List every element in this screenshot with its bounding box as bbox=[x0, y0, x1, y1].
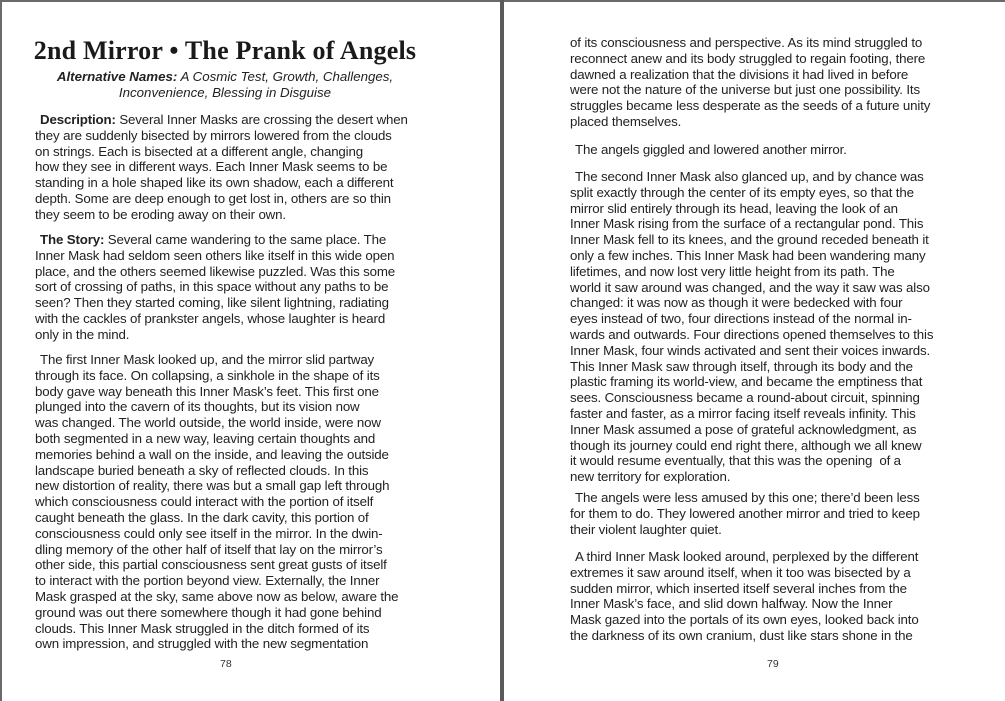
line-text: they seem to be eroding away on their own. bbox=[35, 206, 286, 222]
text-line bbox=[570, 216, 933, 232]
paragraph bbox=[570, 35, 930, 130]
page-number: 78 bbox=[220, 658, 232, 670]
text-line bbox=[570, 67, 930, 83]
line-text: Mask gazed into the portals of its own eyes, looked back into bbox=[570, 612, 919, 628]
text-line bbox=[35, 232, 395, 248]
text-line bbox=[570, 114, 930, 130]
text-line bbox=[35, 144, 408, 160]
line-text: own impression, and struggled with the new segmentation bbox=[35, 636, 369, 652]
line-text: Inner Mask had seldom seen others like itself in this wide open bbox=[35, 247, 395, 263]
line-text: the darkness of its own cranium, dust like stars shone in the bbox=[570, 627, 913, 643]
text-line bbox=[570, 565, 919, 581]
line-text: placed themselves. bbox=[570, 113, 682, 129]
line-text: plastic framing its world-view, and became the emptiness that bbox=[570, 374, 923, 390]
line-text: Several Inner Masks are crossing the desert when bbox=[115, 112, 408, 127]
line-text: sees. Consciousness became a round-about circuit, spinning bbox=[570, 390, 920, 406]
text-line bbox=[35, 311, 395, 327]
text-line bbox=[570, 506, 920, 522]
text-line bbox=[570, 612, 919, 628]
line-text: mirror slid entirely through its head, leaving the look of an bbox=[570, 200, 898, 216]
text-line bbox=[35, 175, 408, 191]
text-line bbox=[570, 490, 920, 506]
text-line bbox=[35, 510, 398, 526]
paragraph bbox=[570, 142, 847, 158]
text-line bbox=[570, 390, 933, 406]
text-line bbox=[35, 399, 398, 415]
line-text: sort of crossing of paths, in this space without any paths to be bbox=[35, 279, 389, 295]
right-page bbox=[504, 2, 1005, 701]
text-line bbox=[35, 207, 408, 223]
line-text: This Inner Mask saw through itself, through its body and the bbox=[570, 358, 913, 374]
paragraph bbox=[570, 490, 920, 537]
line-text: lifetimes, and now lost very little height from its path. The bbox=[570, 263, 895, 279]
line-text: their violent laughter quiet. bbox=[570, 521, 722, 537]
text-line bbox=[35, 279, 395, 295]
text-line bbox=[570, 422, 933, 438]
line-text: though its journey could end right there, although we all knew bbox=[570, 437, 922, 453]
text-line bbox=[35, 295, 395, 311]
line-text: standing in a hole shaped like its own shadow, each a different bbox=[35, 175, 394, 191]
text-line bbox=[570, 374, 933, 390]
paragraph bbox=[570, 549, 919, 644]
text-line bbox=[35, 526, 398, 542]
line-text: landscape buried beneath a sky of reflected clouds. In this bbox=[35, 462, 369, 478]
line-text: seen? Then they started coming, like silent lightning, radiating bbox=[35, 295, 389, 311]
line-text: Several came wandering to the same place. The bbox=[104, 232, 387, 247]
line-text: extremes it saw around itself, when it too was bisected by a bbox=[570, 564, 911, 580]
text-line bbox=[570, 469, 933, 485]
chapter-title: 2nd Mirror • The Prank of Angels bbox=[33, 36, 417, 65]
line-text: which consciousness could interact with the portion of itself bbox=[35, 494, 374, 510]
text-line bbox=[570, 201, 933, 217]
text-line bbox=[35, 368, 398, 384]
line-text: depth. Some are deep enough to get lost in, others are so thin bbox=[35, 190, 391, 206]
line-text: struggles became less desperate as the seeds of a future unity bbox=[570, 98, 931, 114]
line-text: faster and faster, as a mirror facing itself reveals infinity. This bbox=[570, 405, 916, 421]
line-text: through its face. On collapsing, a sinkhole in the shape of its bbox=[35, 367, 380, 383]
line-text: clouds. This Inner Mask struggled in the ditch formed of its bbox=[35, 620, 370, 636]
line-text: caught beneath the glass. In the dark cavity, this portion of bbox=[35, 509, 369, 525]
line-text: for them to do. They lowered another mirror and tried to keep bbox=[570, 505, 920, 521]
text-line bbox=[35, 159, 408, 175]
text-line bbox=[35, 191, 408, 207]
line-text: only in the mind. bbox=[35, 326, 130, 342]
line-text: Inner Mask, four winds activated and sent their voices inwards. bbox=[570, 342, 931, 358]
text-line bbox=[570, 169, 933, 185]
line-text: ground was out there somewhere though it had gone behind bbox=[35, 604, 382, 620]
paragraph bbox=[35, 232, 395, 343]
text-line bbox=[570, 98, 930, 114]
line-text: plunged into the cavern of its thoughts, but its vision now bbox=[35, 399, 360, 415]
text-line bbox=[35, 128, 408, 144]
line-text: Inner Mask’s face, and slid down halfway. Now the Inner bbox=[570, 596, 893, 612]
line-text: consciousness could only see itself in the mirror. In the dwin- bbox=[35, 525, 383, 541]
text-line bbox=[570, 453, 933, 469]
text-line bbox=[570, 264, 933, 280]
text-line bbox=[35, 415, 398, 431]
line-text: body gave way beneath this Inner Mask’s feet. This first one bbox=[35, 383, 379, 399]
line-text: only a few inches. This Inner Mask had been wandering many bbox=[570, 247, 926, 263]
line-text: A third Inner Mask looked around, perplexed by the different bbox=[575, 549, 919, 564]
text-line bbox=[570, 628, 919, 644]
line-text: reconnect anew and its body struggled to regain footing, there bbox=[570, 50, 926, 66]
text-line bbox=[570, 596, 919, 612]
text-line bbox=[35, 542, 398, 558]
text-line bbox=[570, 142, 847, 158]
text-line bbox=[570, 232, 933, 248]
text-line bbox=[570, 406, 933, 422]
text-line bbox=[35, 264, 395, 280]
text-line bbox=[570, 581, 919, 597]
line-text: The second Inner Mask also glanced up, and by chance was bbox=[575, 169, 924, 184]
text-line bbox=[570, 343, 933, 359]
line-text: Mask grasped at the sky, same above now as below, aware the bbox=[35, 588, 399, 604]
line-text: dling memory of the other half of itself that lay on the mirror’s bbox=[35, 541, 383, 557]
alternative-names-line-1: A Cosmic Test, Growth, Challenges, bbox=[180, 69, 394, 84]
text-line bbox=[35, 248, 395, 264]
text-line bbox=[35, 463, 398, 479]
line-text: Inner Mask rising from the surface of a rectangular pond. This bbox=[570, 216, 924, 232]
text-line bbox=[570, 311, 933, 327]
line-text: memories behind a wall on the inside, and leaving the outside bbox=[35, 446, 389, 462]
line-text: they are suddenly bisected by mirrors lowered from the clouds bbox=[35, 127, 392, 143]
line-text: Inner Mask fell to its knees, and the ground receded beneath it bbox=[570, 232, 929, 248]
text-line bbox=[570, 185, 933, 201]
text-line bbox=[35, 589, 398, 605]
line-text: how they see in different ways. Each Inner Mask seems to be bbox=[35, 159, 388, 175]
text-line bbox=[35, 605, 398, 621]
text-line bbox=[35, 431, 398, 447]
paragraph bbox=[35, 352, 398, 652]
left-page bbox=[2, 2, 500, 701]
text-line bbox=[570, 438, 933, 454]
text-line bbox=[570, 549, 919, 565]
line-text: The angels were less amused by this one; there’d been less bbox=[575, 490, 920, 505]
text-line bbox=[35, 384, 398, 400]
text-line bbox=[35, 478, 398, 494]
line-text: other side, this partial consciousness sent great gusts of itself bbox=[35, 557, 387, 573]
page-number: 79 bbox=[767, 658, 779, 670]
line-text: was changed. The world outside, the world inside, were now bbox=[35, 415, 381, 431]
line-text: split exactly through the center of its empty eyes, so that the bbox=[570, 184, 914, 200]
text-line bbox=[570, 280, 933, 296]
line-text: were not the nature of the universe but just one possibility. Its bbox=[570, 82, 920, 98]
text-line bbox=[570, 359, 933, 375]
line-text: changed: it was now as though it were bedecked with four bbox=[570, 295, 903, 311]
alternative-names bbox=[2, 69, 448, 101]
paragraph-lead: Description: bbox=[40, 112, 116, 127]
line-text: sudden mirror, which inserted itself several inches from the bbox=[570, 580, 907, 596]
paragraph bbox=[35, 112, 408, 223]
alternative-names-line-2: Inconvenience, Blessing in Disguise bbox=[118, 84, 332, 100]
paragraph bbox=[570, 169, 933, 485]
text-line bbox=[570, 327, 933, 343]
text-line bbox=[570, 248, 933, 264]
text-line bbox=[35, 447, 398, 463]
line-text: to interact with the portion beyond view. Externally, the Inner bbox=[35, 573, 380, 589]
line-text: new territory for exploration. bbox=[570, 469, 731, 485]
text-line bbox=[35, 352, 398, 368]
text-line bbox=[35, 573, 398, 589]
line-text: it would resume eventually, that this was the opening of a bbox=[570, 453, 901, 469]
paragraph-lead: The Story: bbox=[40, 232, 105, 247]
line-text: of its consciousness and perspective. As its mind struggled to bbox=[570, 35, 923, 50]
text-line bbox=[35, 621, 398, 637]
line-text: dawned a realization that the divisions it had lived in before bbox=[570, 66, 909, 82]
text-line bbox=[570, 82, 930, 98]
text-line bbox=[35, 557, 398, 573]
line-text: new distortion of reality, there was but a small gap left through bbox=[35, 478, 390, 494]
line-text: with the cackles of prankster angels, whose laughter is heard bbox=[35, 310, 386, 326]
line-text: wards and outwards. Four directions opened themselves to this bbox=[570, 326, 934, 342]
text-line bbox=[35, 494, 398, 510]
text-line bbox=[35, 636, 398, 652]
text-line bbox=[570, 51, 930, 67]
text-line bbox=[35, 112, 408, 128]
line-text: place, and the others seemed likewise puzzled. Was this some bbox=[35, 263, 396, 279]
alternative-names-label: Alternative Names: bbox=[56, 69, 178, 84]
line-text: on strings. Each is bisected at a different angle, changing bbox=[35, 143, 363, 159]
text-line bbox=[35, 327, 395, 343]
line-text: world it saw around was changed, and the way it saw was also bbox=[570, 279, 930, 295]
text-line bbox=[570, 35, 930, 51]
line-text: both segmented in a new way, leaving certain thoughts and bbox=[35, 430, 376, 446]
line-text: Inner Mask assumed a pose of grateful acknowledgment, as bbox=[570, 421, 917, 437]
line-text: The first Inner Mask looked up, and the mirror slid partway bbox=[40, 352, 375, 367]
line-text: The angels giggled and lowered another mirror. bbox=[575, 142, 847, 157]
text-line bbox=[570, 522, 920, 538]
text-line bbox=[570, 295, 933, 311]
line-text: eyes instead of two, four directions instead of the normal in- bbox=[570, 311, 912, 327]
